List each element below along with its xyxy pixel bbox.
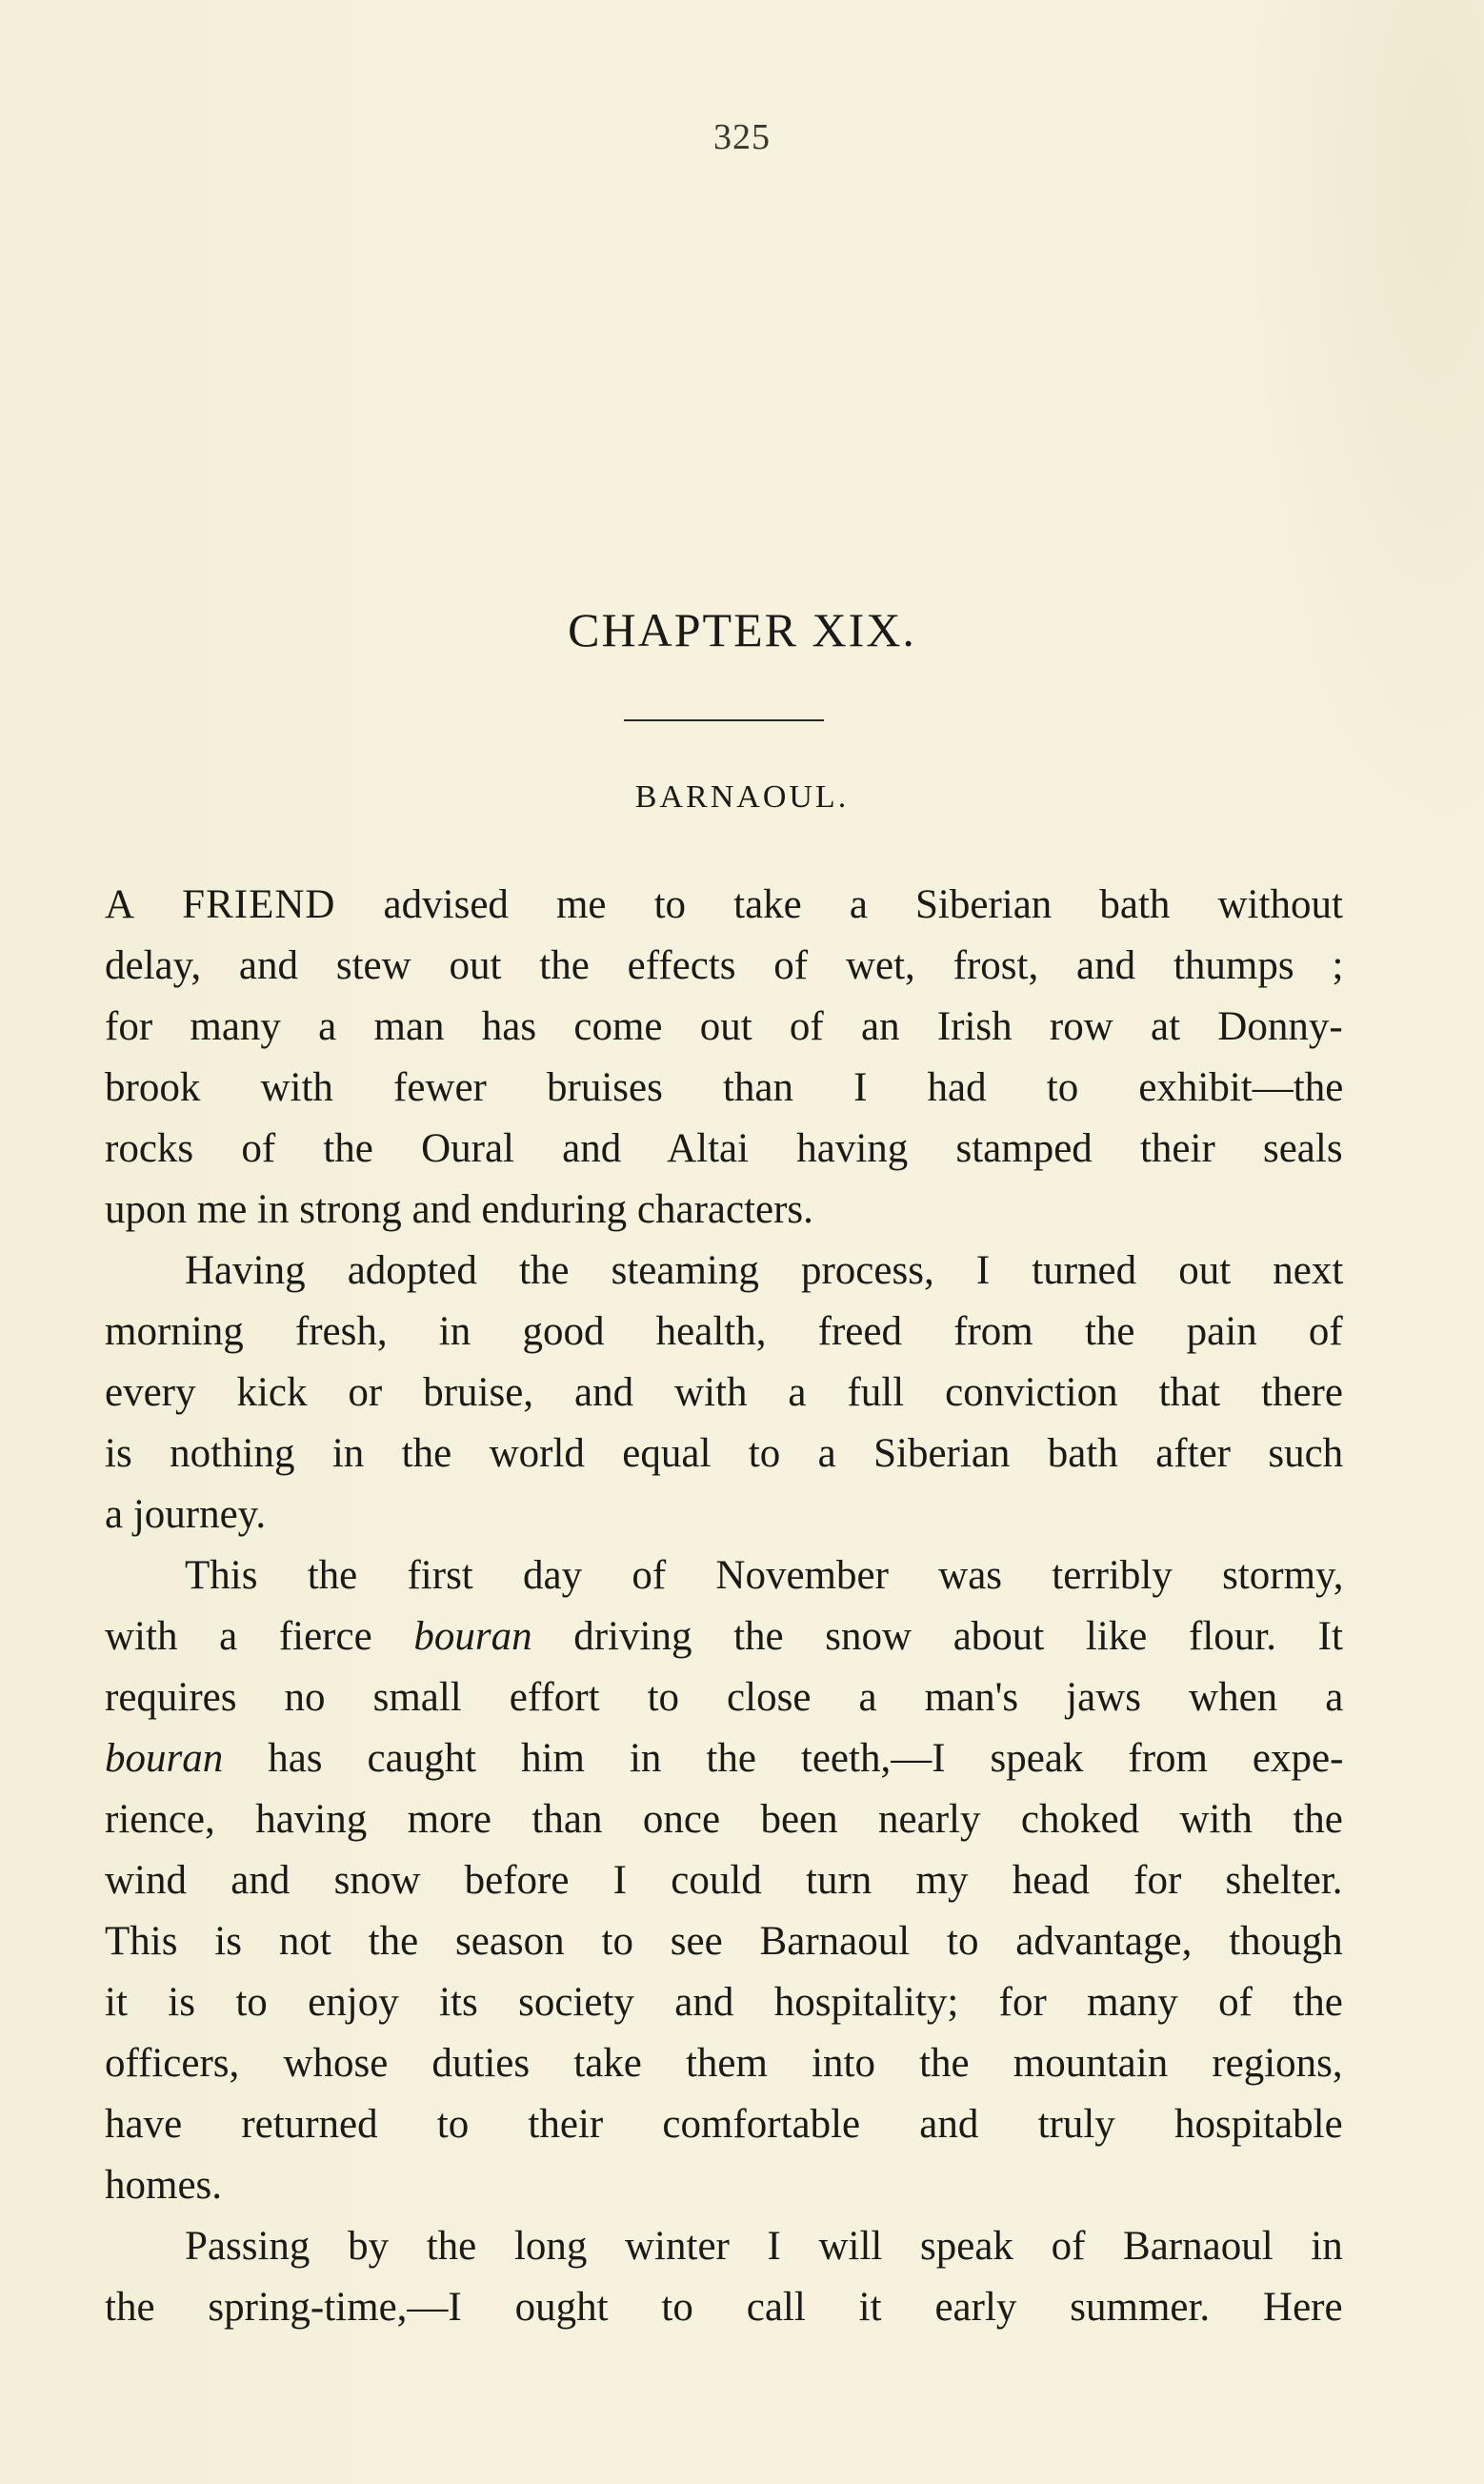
- text-segment: delay, and stew out the effects of wet, frost, and thumps ;: [105, 943, 1344, 988]
- text-segment: is nothing in the world equal to a Siberian bath after such: [105, 1431, 1344, 1476]
- body-text: [105, 875, 1343, 2338]
- text-segment: Passing by the long winter I will speak of Barnaoul in: [185, 2224, 1343, 2269]
- text-segment: have returned to their comfortable and truly hospitable: [105, 2102, 1343, 2147]
- text-segment: every kick or bruise, and with a full conviction that there: [105, 1370, 1343, 1415]
- text-segment: rience, having more than once been nearly choked with the: [105, 1797, 1343, 1842]
- text-line: [105, 1241, 1343, 1302]
- text-line: [105, 1119, 1343, 1180]
- chapter-title: CHAPTER XIX.: [568, 603, 916, 656]
- text-segment: upon me in strong and enduring characters.: [105, 1187, 813, 1232]
- text-line: [105, 1789, 1343, 1850]
- text-line: [105, 1058, 1343, 1119]
- text-segment: officers, whose duties take them into the mountain regions,: [105, 2041, 1343, 2086]
- text-segment: [105, 1606, 1343, 1667]
- text-segment: homes.: [105, 2163, 223, 2208]
- text-line: [105, 2216, 1343, 2277]
- text-line: [105, 1484, 1343, 1545]
- text-segment: driving the snow about like flour. It: [573, 1614, 1343, 1659]
- section-title: BARNAOUL.: [634, 779, 850, 815]
- text-line: [105, 1606, 1343, 1667]
- text-line: [105, 1728, 1343, 1789]
- text-line: [105, 1545, 1343, 1606]
- text-segment: with a fierce: [105, 1614, 372, 1659]
- text-line: [105, 2277, 1343, 2338]
- text-segment: a journey.: [105, 1492, 267, 1537]
- text-line: [105, 2094, 1343, 2155]
- text-segment: This is not the season to see Barnaoul to advantage, though: [105, 1919, 1343, 1964]
- text-line: [105, 1424, 1343, 1484]
- text-line: [105, 1363, 1343, 1424]
- text-line: [105, 1972, 1343, 2033]
- text-line: [105, 875, 1343, 936]
- text-line: [105, 1911, 1343, 1972]
- text-segment: brook with fewer bruises than I had to exhibit—the: [105, 1065, 1344, 1110]
- text-segment: requires no small effort to close a man's jaws when a: [105, 1675, 1344, 1720]
- text-line: [105, 2155, 1343, 2216]
- text-segment: for many a man has come out of an Irish row at Donny-: [105, 1004, 1343, 1049]
- page-number: 325: [713, 117, 771, 157]
- text-segment: it is to enjoy its society and hospitality; for many of the: [105, 1980, 1343, 2025]
- text-segment: rocks of the Oural and Altai having stamped their seals: [105, 1126, 1343, 1171]
- text-line: [105, 1667, 1343, 1728]
- text-segment: [105, 875, 1343, 936]
- text-segment: the spring-time,—I ought to call it early summer. Here: [105, 2285, 1343, 2330]
- text-segment: This the first day of November was terribly stormy,: [185, 1553, 1344, 1598]
- text-segment: [105, 1728, 1343, 1789]
- text-segment: has caught him in the teeth,—I speak from expe-: [268, 1736, 1344, 1781]
- small-caps-word: FRIEND: [182, 882, 336, 927]
- text-segment: morning fresh, in good health, freed from the pain of: [105, 1309, 1343, 1354]
- text-line: [105, 936, 1343, 997]
- text-line: [105, 1850, 1343, 1911]
- text-segment: advised me to take a Siberian bath without: [383, 882, 1343, 927]
- text-line: [105, 1180, 1343, 1241]
- text-segment: Having adopted the steaming process, I turned out next: [185, 1248, 1344, 1293]
- italic-word: bouran: [105, 1736, 224, 1781]
- text-line: [105, 1302, 1343, 1363]
- italic-word: bouran: [413, 1614, 532, 1659]
- text-segment: A: [105, 882, 135, 927]
- text-line: [105, 997, 1343, 1058]
- title-divider: [624, 719, 824, 721]
- text-segment: wind and snow before I could turn my head for shelter.: [105, 1858, 1343, 1903]
- text-line: [105, 2033, 1343, 2094]
